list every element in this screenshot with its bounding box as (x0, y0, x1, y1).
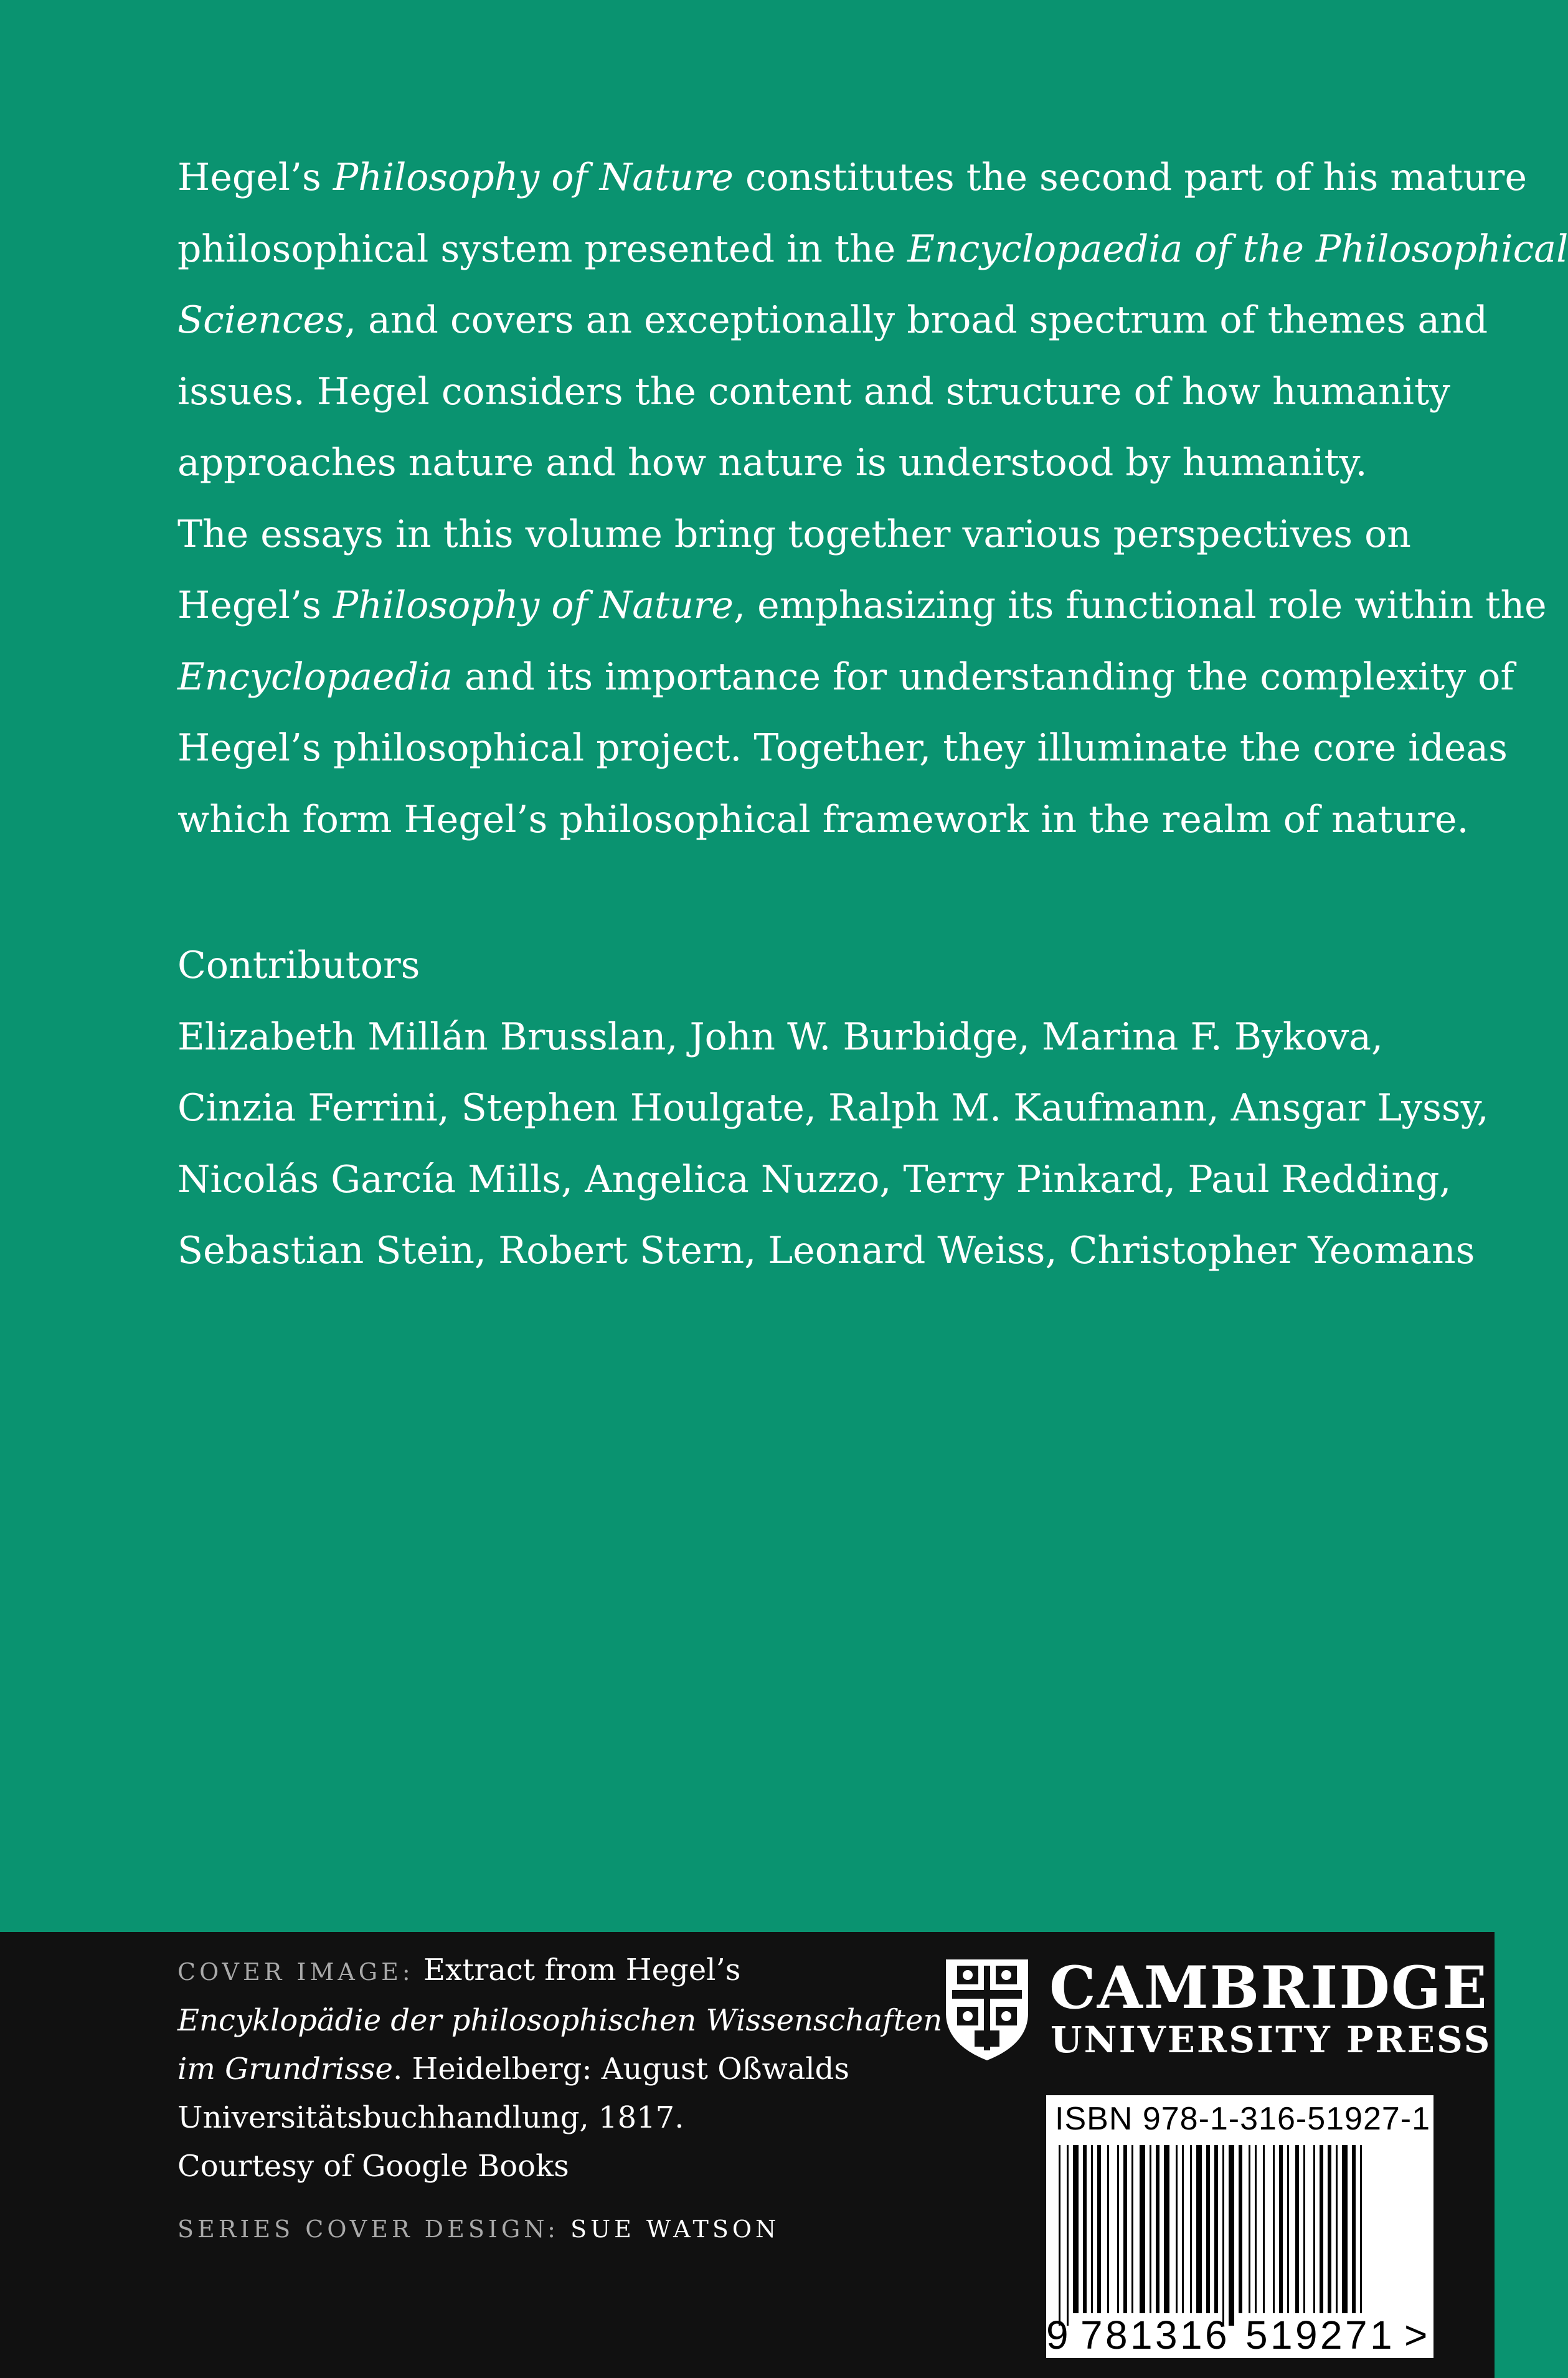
blurb-run: which form Hegel’s philosophical framework in the realm of nature. (177, 797, 1469, 841)
barcode-bar (1336, 2145, 1338, 2313)
barcode-digit: 3 (1155, 2313, 1178, 2357)
blurb-run: , and covers an exceptionally broad spectrum of themes and (344, 298, 1488, 342)
contributors-heading: Contributors (177, 944, 420, 987)
barcode-bar (1263, 2145, 1265, 2313)
barcode-digit: 2 (1320, 2313, 1343, 2357)
barcode-bar (1255, 2145, 1257, 2313)
barcode-bar (1123, 2145, 1127, 2313)
barcode-bar (1176, 2145, 1178, 2313)
blurb-run: and its importance for understanding the complexity of (452, 655, 1514, 699)
blurb-line (177, 570, 1547, 642)
contributors-line: Cinzia Ferrini, Stephen Houlgate, Ralph M. Kaufmann, Ansgar Lyssy, (177, 1086, 1489, 1130)
barcode-bar (1107, 2145, 1109, 2313)
barcode-bar (1328, 2145, 1331, 2313)
barcode-bar (1313, 2145, 1315, 2313)
blurb-italic-run: Sciences (177, 298, 344, 342)
barcode-digit: 1 (1370, 2313, 1392, 2357)
blurb-line (177, 499, 1429, 571)
barcode-bar (1303, 2145, 1305, 2313)
cover-image-text: Extract from Hegel’s (413, 1953, 741, 1987)
publisher-logo (943, 1954, 1492, 2063)
barcode-digit: 1 (1130, 2313, 1153, 2357)
barcode-bar (1164, 2145, 1169, 2313)
barcode-bar (1059, 2145, 1060, 2326)
barcode-bar (1320, 2145, 1323, 2313)
blurb-run: Hegel’s philosophical project. Together, they illuminate the core ideas (177, 726, 1508, 770)
series-design-name: SUE WATSON (559, 2215, 780, 2243)
blurb-run: issues. Hegel considers the content and structure of how humanity (177, 369, 1450, 414)
barcode-bar (1156, 2145, 1159, 2313)
barcode-digit: 1 (1270, 2313, 1293, 2357)
barcode-arrow: > (1404, 2313, 1428, 2357)
barcode-bar (1249, 2145, 1250, 2313)
barcode-bar (1222, 2145, 1224, 2326)
barcode-bar (1239, 2145, 1242, 2313)
blurb-italic-run: Philosophy of Nature (333, 584, 734, 627)
barcode-bar (1182, 2145, 1184, 2313)
barcode-digit: 9 (1046, 2313, 1069, 2357)
description-blurb (177, 142, 1568, 855)
cover-image-title-cont: im Grundrisse (177, 2052, 393, 2087)
barcode-bar (1131, 2145, 1133, 2313)
barcode-bar (1352, 2145, 1356, 2313)
series-design-label: SERIES COVER DESIGN: (177, 2215, 559, 2243)
contributors-line: Nicolás García Mills, Angelica Nuzzo, Terry Pinkard, Paul Redding, (177, 1157, 1452, 1201)
barcode-bar (1073, 2145, 1079, 2313)
barcode-digit: 8 (1105, 2313, 1128, 2357)
blurb-run: , emphasizing its functional role within the (733, 584, 1547, 627)
cover-image-publisher: . Heidelberg: August Oßwalds (392, 2052, 850, 2087)
cover-image-title: Encyklopädie der philosophischen Wissenschaften (177, 2003, 943, 2038)
shield-icon (943, 1957, 1031, 2063)
barcode-bar (1273, 2145, 1275, 2313)
barcode-bar (1150, 2145, 1151, 2313)
publisher-subtitle: UNIVERSITY PRESS (1051, 2019, 1492, 2061)
blurb-line (177, 142, 1527, 214)
barcode-digit: 7 (1345, 2313, 1367, 2357)
blurb-line (177, 356, 1450, 428)
blurb-line (177, 285, 1488, 356)
cover-image-courtesy: Courtesy of Google Books (177, 2149, 569, 2184)
barcode-bar (1091, 2145, 1093, 2313)
barcode-bar (1206, 2145, 1210, 2313)
blurb-italic-run: Encyclopaedia (177, 655, 453, 699)
barcode-bar (1067, 2145, 1069, 2326)
blurb-line (177, 427, 1429, 499)
barcode-digit: 5 (1245, 2313, 1268, 2357)
barcode-bar (1360, 2145, 1362, 2313)
blurb-run: Hegel’s (177, 156, 333, 199)
blurb-run: constitutes the second part of his mature (733, 156, 1527, 199)
barcode-bar (1097, 2145, 1101, 2313)
barcode-bar (1117, 2145, 1119, 2313)
isbn-barcode (1046, 2095, 1433, 2358)
barcode-digit: 6 (1205, 2313, 1227, 2357)
contributors-line: Elizabeth Millán Brusslan, John W. Burbidge, Marina F. Bykova, (177, 1015, 1384, 1059)
cover-image-credit (177, 1946, 987, 2191)
isbn-label: ISBN 978-1-316-51927-1 (1055, 2101, 1431, 2137)
barcode-bar (1229, 2145, 1234, 2326)
publisher-name: CAMBRIDGE (1049, 1954, 1488, 2022)
barcode-digit: 7 (1080, 2313, 1103, 2357)
barcode-bar (1083, 2145, 1087, 2313)
contributors-section (177, 930, 1489, 1287)
barcode-bar (1140, 2145, 1145, 2313)
barcode-bar (1279, 2145, 1283, 2313)
blurb-italic-run: Encyclopaedia of the Philosophical (907, 227, 1568, 271)
barcode-bar (1190, 2145, 1192, 2313)
barcode-bar (1196, 2145, 1202, 2313)
blurb-run: The essays in this volume bring together various perspectives on (177, 512, 1411, 556)
footer-band (0, 1932, 1495, 2378)
blurb-line (177, 642, 1514, 713)
blurb-run: approaches nature and how nature is understood by humanity. (177, 441, 1367, 485)
barcode-bar (1287, 2145, 1289, 2313)
blurb-run: Hegel’s (177, 584, 333, 627)
contributors-line: Sebastian Stein, Robert Stern, Leonard Weiss, Christopher Yeomans (177, 1229, 1475, 1272)
cover-image-bookshop: Universitätsbuchhandlung, 1817. (177, 2100, 684, 2135)
blurb-line (177, 784, 1469, 856)
barcode-bar (1214, 2145, 1218, 2313)
barcode-digit: 9 (1295, 2313, 1318, 2357)
barcode-bar (1342, 2145, 1348, 2313)
blurb-line (177, 214, 1568, 285)
blurb-run: philosophical system presented in the (177, 227, 908, 271)
blurb-line (177, 713, 1508, 784)
blurb-italic-run: Philosophy of Nature (333, 156, 734, 199)
series-design-credit (177, 2215, 780, 2243)
barcode-digit: 1 (1180, 2313, 1202, 2357)
cover-image-label: COVER IMAGE: (177, 1958, 414, 1986)
barcode-bar (1295, 2145, 1299, 2313)
